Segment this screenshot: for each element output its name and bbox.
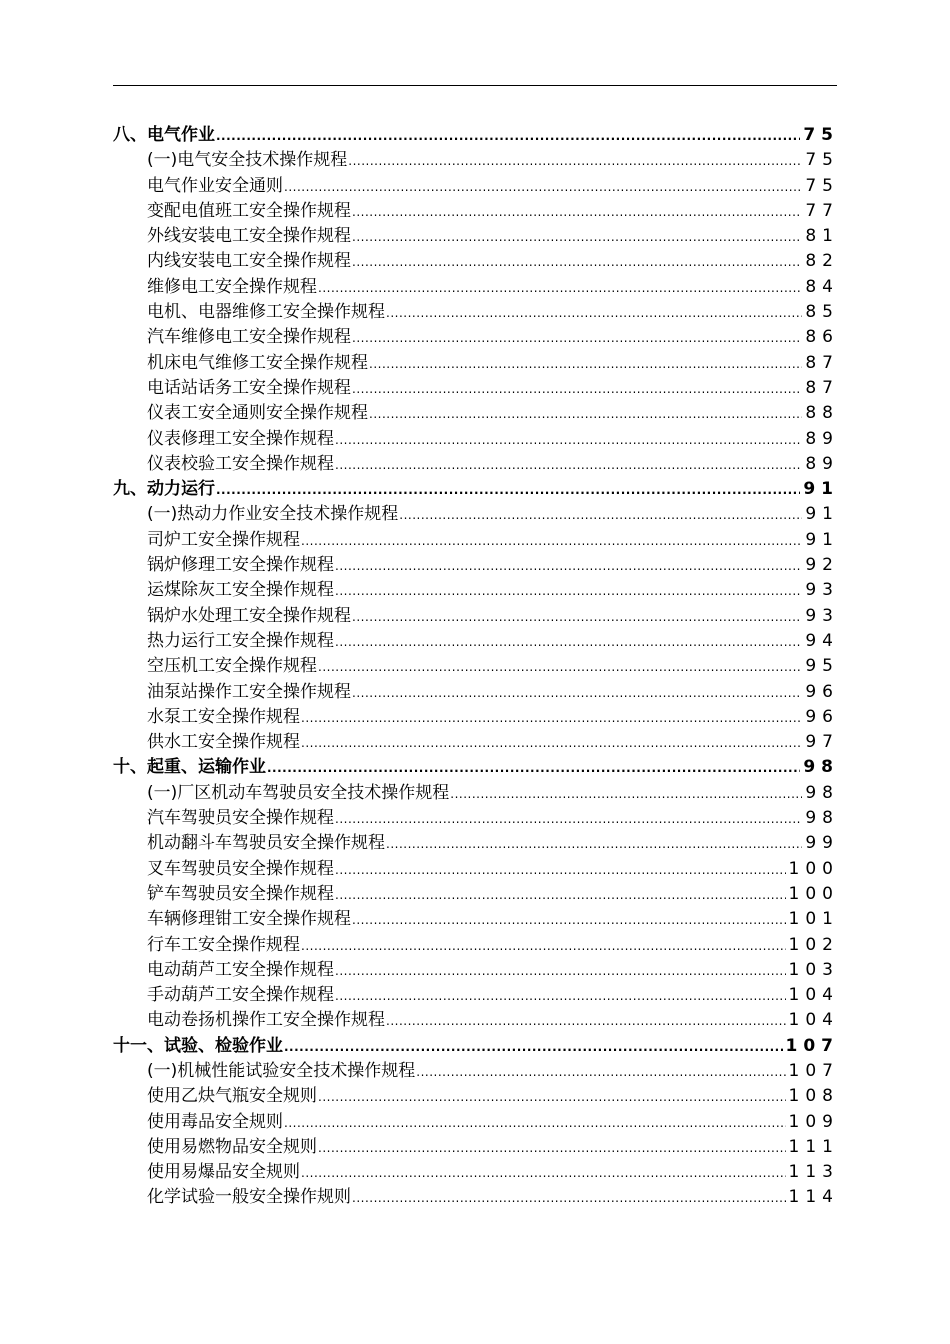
toc-entry-title: 油泵站操作工安全操作规程	[147, 681, 351, 702]
toc-dot-leader	[399, 503, 802, 528]
toc-entry-page-number: 102	[788, 934, 839, 955]
toc-entry-page-number: 75	[803, 125, 839, 145]
toc-entry-page-number: 95	[805, 656, 839, 677]
toc-item-entry[interactable]	[113, 401, 839, 426]
toc-item-entry[interactable]	[113, 275, 839, 300]
toc-entry-page-number: 96	[805, 706, 839, 727]
toc-entry-page-number: 111	[788, 1136, 839, 1157]
toc-dot-leader	[267, 756, 800, 781]
toc-item-entry[interactable]	[113, 553, 839, 578]
toc-item-entry[interactable]	[113, 1185, 839, 1210]
toc-item-entry[interactable]	[113, 528, 839, 553]
toc-entry-page-number: 107	[788, 1060, 839, 1081]
toc-entry-title: 使用毒品安全规则	[147, 1111, 283, 1132]
toc-entry-title: 机床电气维修工安全操作规程	[147, 352, 368, 373]
toc-item-entry[interactable]	[113, 1160, 839, 1185]
table-of-contents	[113, 123, 839, 1211]
toc-dot-leader	[301, 731, 802, 756]
toc-entry-page-number: 104	[788, 1010, 839, 1031]
toc-entry-page-number: 97	[805, 732, 839, 753]
toc-entry-page-number: 87	[805, 377, 839, 398]
toc-item-entry[interactable]	[113, 781, 839, 806]
toc-entry-page-number: 91	[803, 479, 839, 500]
toc-item-entry[interactable]	[113, 983, 839, 1008]
toc-item-entry[interactable]	[113, 199, 839, 224]
toc-entry-title: 仪表工安全通则安全操作规程	[147, 403, 368, 424]
toc-section-entry[interactable]	[113, 1034, 839, 1059]
toc-entry-title: 水泵工安全操作规程	[147, 706, 300, 727]
toc-entry-page-number: 84	[805, 276, 839, 297]
toc-entry-page-number: 91	[805, 529, 839, 550]
toc-entry-page-number: 81	[805, 226, 839, 247]
toc-dot-leader	[216, 478, 800, 503]
toc-entry-page-number: 89	[805, 428, 839, 449]
toc-entry-title: 车辆修理钳工安全操作规程	[147, 909, 351, 930]
toc-entry-page-number: 86	[805, 327, 839, 348]
toc-entry-page-number: 94	[805, 630, 839, 651]
toc-dot-leader	[335, 959, 786, 984]
toc-dot-leader	[301, 529, 802, 554]
toc-entry-title: 供水工安全操作规程	[147, 732, 300, 753]
toc-entry-title: 仪表校验工安全操作规程	[147, 453, 334, 474]
toc-dot-leader	[335, 554, 802, 579]
toc-entry-page-number: 98	[805, 782, 839, 803]
toc-dot-leader	[352, 1186, 786, 1211]
toc-entry-page-number: 93	[805, 605, 839, 626]
toc-dot-leader	[318, 1085, 786, 1110]
toc-item-entry[interactable]	[113, 730, 839, 755]
toc-entry-page-number: 114	[788, 1187, 839, 1208]
toc-item-entry[interactable]	[113, 857, 839, 882]
toc-entry-title: (一)电气安全技术操作规程	[147, 150, 348, 171]
toc-dot-leader	[318, 655, 802, 680]
toc-entry-page-number: 101	[788, 909, 839, 930]
toc-entry-page-number: 85	[805, 302, 839, 323]
toc-item-entry[interactable]	[113, 882, 839, 907]
toc-item-entry[interactable]	[113, 502, 839, 527]
toc-dot-leader	[386, 301, 802, 326]
toc-entry-page-number: 98	[805, 808, 839, 829]
toc-item-entry[interactable]	[113, 907, 839, 932]
toc-item-entry[interactable]	[113, 629, 839, 654]
toc-item-entry[interactable]	[113, 1084, 839, 1109]
toc-entry-title: 行车工安全操作规程	[147, 934, 300, 955]
toc-dot-leader	[335, 630, 802, 655]
toc-entry-page-number: 113	[788, 1162, 839, 1183]
toc-entry-title: 维修电工安全操作规程	[147, 276, 317, 297]
toc-item-entry[interactable]	[113, 933, 839, 958]
toc-entry-title: 电机、电器维修工安全操作规程	[147, 302, 385, 323]
toc-section-entry[interactable]	[113, 755, 839, 780]
toc-entry-title: 司炉工安全操作规程	[147, 529, 300, 550]
toc-entry-page-number: 108	[788, 1086, 839, 1107]
toc-dot-leader	[369, 402, 802, 427]
toc-dot-leader	[335, 428, 802, 453]
toc-dot-leader	[335, 858, 786, 883]
toc-section-entry[interactable]	[113, 477, 839, 502]
toc-entry-page-number: 87	[805, 352, 839, 373]
toc-entry-title: 使用易爆品安全规则	[147, 1162, 300, 1183]
toc-entry-page-number: 100	[788, 858, 839, 879]
toc-section-entry[interactable]	[113, 123, 839, 148]
toc-entry-page-number: 100	[788, 883, 839, 904]
toc-dot-leader	[284, 1035, 783, 1060]
toc-entry-title: 铲车驾驶员安全操作规程	[147, 883, 334, 904]
toc-entry-title: 电动葫芦工安全操作规程	[147, 959, 334, 980]
toc-item-entry[interactable]	[113, 1008, 839, 1033]
toc-entry-title: 使用易燃物品安全规则	[147, 1136, 317, 1157]
toc-item-entry[interactable]	[113, 604, 839, 629]
toc-entry-title: (一)厂区机动车驾驶员安全技术操作规程	[147, 782, 450, 803]
toc-dot-leader	[335, 883, 786, 908]
toc-dot-leader	[335, 807, 802, 832]
toc-dot-leader	[450, 782, 802, 807]
toc-dot-leader	[335, 579, 802, 604]
toc-entry-title: 变配电值班工安全操作规程	[147, 200, 351, 221]
toc-dot-leader	[386, 1009, 786, 1034]
toc-dot-leader	[301, 1161, 786, 1186]
toc-entry-title: 电动卷扬机操作工安全操作规程	[147, 1010, 385, 1031]
toc-entry-title: 锅炉修理工安全操作规程	[147, 555, 334, 576]
toc-item-entry[interactable]	[113, 452, 839, 477]
toc-item-entry[interactable]	[113, 831, 839, 856]
toc-dot-leader	[352, 605, 802, 630]
toc-dot-leader	[318, 276, 802, 301]
toc-entry-page-number: 96	[805, 681, 839, 702]
toc-entry-title: 十一、试验、检验作业	[113, 1035, 283, 1056]
toc-dot-leader	[216, 124, 800, 149]
toc-item-entry[interactable]	[113, 224, 839, 249]
toc-item-entry[interactable]	[113, 148, 839, 173]
toc-entry-title: 运煤除灰工安全操作规程	[147, 580, 334, 601]
toc-entry-title: 仪表修理工安全操作规程	[147, 428, 334, 449]
toc-entry-title: 电气作业安全通则	[147, 175, 283, 196]
toc-entry-title: 十、起重、运输作业	[113, 757, 266, 778]
toc-entry-title: (一)机械性能试验安全技术操作规程	[147, 1060, 416, 1081]
toc-item-entry[interactable]	[113, 958, 839, 983]
toc-entry-title: 机动翻斗车驾驶员安全操作规程	[147, 833, 385, 854]
toc-entry-title: 叉车驾驶员安全操作规程	[147, 858, 334, 879]
toc-dot-leader	[301, 934, 786, 959]
toc-entry-page-number: 103	[788, 959, 839, 980]
toc-entry-page-number: 104	[788, 985, 839, 1006]
toc-item-entry[interactable]	[113, 1110, 839, 1135]
toc-item-entry[interactable]	[113, 1059, 839, 1084]
toc-dot-leader	[386, 832, 802, 857]
toc-entry-page-number: 88	[805, 403, 839, 424]
toc-entry-title: 电话站话务工安全操作规程	[147, 377, 351, 398]
toc-dot-leader	[284, 175, 802, 200]
toc-entry-page-number: 77	[805, 200, 839, 221]
toc-item-entry[interactable]	[113, 705, 839, 730]
toc-entry-title: 手动葫芦工安全操作规程	[147, 985, 334, 1006]
toc-entry-title: 锅炉水处理工安全操作规程	[147, 605, 351, 626]
toc-entry-title: 九、动力运行	[113, 479, 215, 500]
toc-item-entry[interactable]	[113, 578, 839, 603]
toc-entry-page-number: 92	[805, 555, 839, 576]
toc-item-entry[interactable]	[113, 1135, 839, 1160]
toc-dot-leader	[348, 149, 802, 174]
toc-dot-leader	[301, 706, 802, 731]
toc-item-entry[interactable]	[113, 325, 839, 350]
toc-dot-leader	[352, 225, 802, 250]
header-rule	[113, 85, 837, 86]
toc-item-entry[interactable]	[113, 351, 839, 376]
toc-item-entry[interactable]	[113, 249, 839, 274]
toc-entry-title: 内线安装电工安全操作规程	[147, 251, 351, 272]
toc-dot-leader	[335, 453, 802, 478]
toc-entry-title: 化学试验一般安全操作规则	[147, 1187, 351, 1208]
toc-entry-title: 空压机工安全操作规程	[147, 656, 317, 677]
toc-entry-title: 汽车驾驶员安全操作规程	[147, 808, 334, 829]
toc-entry-title: 外线安装电工安全操作规程	[147, 226, 351, 247]
toc-entry-page-number: 75	[805, 175, 839, 196]
toc-item-entry[interactable]	[113, 427, 839, 452]
toc-entry-page-number: 91	[805, 504, 839, 525]
toc-dot-leader	[352, 250, 802, 275]
toc-dot-leader	[284, 1111, 786, 1136]
toc-entry-title: 使用乙炔气瓶安全规则	[147, 1086, 317, 1107]
toc-entry-page-number: 99	[805, 833, 839, 854]
toc-item-entry[interactable]	[113, 680, 839, 705]
toc-item-entry[interactable]	[113, 654, 839, 679]
toc-dot-leader	[352, 377, 802, 402]
toc-dot-leader	[335, 984, 786, 1009]
toc-entry-page-number: 82	[805, 251, 839, 272]
toc-entry-title: 热力运行工安全操作规程	[147, 630, 334, 651]
toc-entry-page-number: 109	[788, 1111, 839, 1132]
toc-entry-title: (一)热动力作业安全技术操作规程	[147, 504, 399, 525]
toc-item-entry[interactable]	[113, 174, 839, 199]
toc-entry-title: 汽车维修电工安全操作规程	[147, 327, 351, 348]
toc-dot-leader	[352, 200, 802, 225]
toc-dot-leader	[352, 326, 802, 351]
toc-item-entry[interactable]	[113, 300, 839, 325]
toc-dot-leader	[369, 352, 802, 377]
toc-item-entry[interactable]	[113, 806, 839, 831]
toc-dot-leader	[352, 908, 786, 933]
toc-entry-page-number: 93	[805, 580, 839, 601]
toc-entry-page-number: 107	[785, 1035, 839, 1056]
toc-dot-leader	[352, 681, 802, 706]
toc-entry-page-number: 98	[803, 757, 839, 778]
toc-dot-leader	[416, 1060, 785, 1085]
toc-dot-leader	[318, 1136, 786, 1161]
toc-entry-page-number: 75	[805, 150, 839, 171]
toc-entry-page-number: 89	[805, 453, 839, 474]
toc-entry-title: 八、电气作业	[113, 125, 215, 145]
toc-item-entry[interactable]	[113, 376, 839, 401]
